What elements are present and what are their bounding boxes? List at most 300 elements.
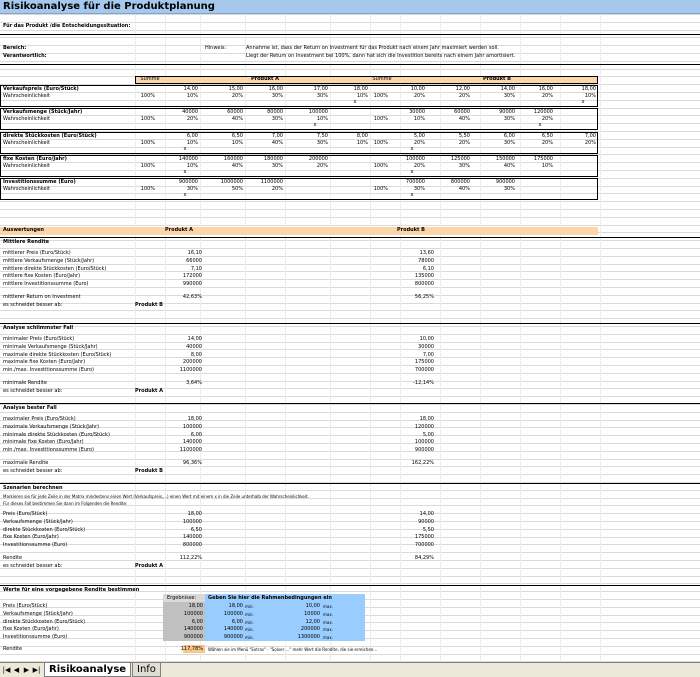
product-a-value: 900000 bbox=[178, 179, 198, 186]
input-row-label: Investitionssumme (Euro) bbox=[3, 179, 76, 186]
ergebnis-value: 100000 bbox=[183, 610, 203, 617]
rahmen-label: Geben Sie hier die Rahmenbedingungen ein bbox=[208, 595, 332, 601]
scenario-note: Für dieses Fall bestimmen Sie dann im Folgenden die Rendite: bbox=[3, 501, 128, 506]
analysis-value-a: 800000 bbox=[182, 542, 202, 549]
analysis-value-a: 1100000 bbox=[179, 447, 202, 454]
analysis-value-a: 16,10 bbox=[187, 250, 202, 256]
product-b-probability: 10% bbox=[413, 116, 425, 123]
product-b-value: 150000 bbox=[495, 155, 515, 162]
gridline bbox=[0, 451, 700, 452]
ergebnis-value: 140000 bbox=[183, 626, 203, 633]
analysis-value-a: 14,00 bbox=[187, 336, 202, 342]
analysis-row-label: maximale direkte Stückkosten (Euro/Stück) bbox=[3, 351, 112, 358]
summe-b-value: 100% bbox=[373, 139, 388, 146]
max-label: max. bbox=[323, 604, 333, 609]
product-b-value: 5,00 bbox=[413, 132, 425, 139]
section-title: Analyse bester Fall bbox=[3, 405, 57, 411]
gridline bbox=[0, 201, 700, 202]
spreadsheet-grid[interactable] bbox=[0, 14, 700, 662]
ergebnis-value: 900000 bbox=[183, 634, 203, 641]
product-b-value: 700000 bbox=[405, 179, 425, 186]
product-a-probability: 10% bbox=[186, 93, 198, 99]
gridline bbox=[0, 217, 700, 218]
section-title: Analyse schlimmster Fall bbox=[3, 325, 74, 331]
besser-label: es schneidet besser ab: bbox=[3, 468, 63, 474]
ergebnisse-label: Ergebnisse: bbox=[167, 595, 197, 601]
min-value: 100000 bbox=[223, 610, 243, 617]
product-a-value: 17,00 bbox=[313, 86, 328, 92]
divider-line bbox=[0, 483, 700, 484]
product-a-probability: 10% bbox=[186, 139, 198, 146]
gridline bbox=[0, 240, 700, 241]
product-b-probability: 30% bbox=[503, 186, 515, 193]
gridline-vertical bbox=[600, 14, 601, 662]
analysis-value-a: 200000 bbox=[182, 359, 202, 366]
product-a-probability: 40% bbox=[231, 116, 243, 123]
analysis-value-b: 800000 bbox=[414, 281, 434, 288]
probability-label: Wahrscheinlichkeit bbox=[3, 93, 50, 99]
analysis-row-label: Verkaufsmenge (Stück/Jahr) bbox=[3, 518, 73, 525]
probability-label: Wahrscheinlichkeit bbox=[3, 116, 50, 123]
analysis-value-b: 700000 bbox=[414, 542, 434, 549]
analysis-value-a: 66000 bbox=[186, 257, 202, 264]
analysis-value-b: 700000 bbox=[414, 367, 434, 374]
gridline bbox=[0, 513, 700, 514]
product-b-probability: 20% bbox=[541, 93, 553, 99]
result-value-a: 112,22% bbox=[179, 555, 202, 561]
product-b-probability: 20% bbox=[458, 139, 470, 146]
min-label: min. bbox=[245, 619, 254, 625]
besser-value: Produkt A bbox=[135, 388, 164, 394]
gridline bbox=[0, 381, 700, 382]
besser-label: es schneidet besser ab: bbox=[3, 388, 63, 394]
result-label: mittlerer Return on Investment bbox=[3, 294, 81, 300]
result-value-b: -12,14% bbox=[413, 380, 434, 386]
probability-label: Wahrscheinlichkeit bbox=[3, 162, 50, 169]
result-value-a: 42,63% bbox=[182, 294, 202, 300]
product-a-value: 18,00 bbox=[353, 86, 368, 92]
gridline bbox=[0, 427, 700, 428]
product-b-probability: 20% bbox=[413, 139, 425, 146]
product-a-probability: 20% bbox=[316, 162, 328, 169]
product-b-value: 100000 bbox=[405, 155, 425, 162]
summe-a-value: 100% bbox=[140, 93, 155, 99]
analysis-value-b: 13,60 bbox=[419, 250, 434, 256]
product-a-value: 100000 bbox=[308, 109, 328, 116]
product-a-probability: 30% bbox=[271, 93, 283, 99]
gridline bbox=[0, 30, 700, 31]
product-b-probability: 30% bbox=[413, 186, 425, 193]
product-b-probability: 40% bbox=[503, 162, 515, 169]
auswertungen-produkt-b: Produkt B bbox=[397, 227, 425, 233]
analysis-value-a: 18,00 bbox=[187, 416, 202, 422]
analysis-value-a: 100000 bbox=[182, 518, 202, 525]
vorgegeben-row-label: Preis (Euro/Stück) bbox=[3, 603, 48, 609]
analysis-value-a: 100000 bbox=[182, 423, 202, 430]
product-a-probability: 50% bbox=[231, 186, 243, 193]
besser-label: es schneidet besser ab: bbox=[3, 563, 63, 569]
summe-b-header: Summe bbox=[372, 76, 392, 82]
analysis-value-a: 140000 bbox=[182, 534, 202, 541]
vorgegeben-row-label: Verkaufsmenge (Stück/Jahr) bbox=[3, 610, 73, 617]
gridline bbox=[0, 583, 700, 584]
product-a-probability: 10% bbox=[186, 162, 198, 169]
scenario-marker: x bbox=[313, 122, 317, 129]
max-label: max. bbox=[323, 619, 333, 625]
analysis-row-label: Investitionssumme (Euro) bbox=[3, 542, 68, 549]
product-b-probability: 10% bbox=[541, 162, 553, 169]
product-b-value: 125000 bbox=[450, 155, 470, 162]
gridline bbox=[0, 529, 700, 530]
divider-line bbox=[0, 64, 700, 65]
product-b-value: 5,50 bbox=[458, 132, 470, 139]
analysis-value-b: 14,00 bbox=[419, 511, 434, 517]
gridline bbox=[0, 342, 700, 343]
analysis-value-a: 172000 bbox=[182, 273, 202, 280]
result-value-b: 56,25% bbox=[414, 294, 434, 300]
scenario-marker: x bbox=[410, 192, 414, 199]
gridline bbox=[0, 318, 700, 319]
subtitle-label: Für das Produkt /die Entscheidungssituation: bbox=[3, 23, 131, 29]
gridline bbox=[0, 404, 700, 405]
product-b-value: 6,00 bbox=[503, 132, 515, 139]
min-value: 6,00 bbox=[231, 618, 243, 625]
gridline bbox=[0, 295, 700, 296]
auswertungen-produkt-a: Produkt A bbox=[165, 227, 194, 233]
max-value: 200000 bbox=[300, 626, 320, 633]
besser-label: es schneidet besser ab: bbox=[3, 302, 63, 308]
scenario-marker: x bbox=[353, 99, 357, 105]
analysis-row-label: min./max. Investitionssumme (Euro) bbox=[3, 447, 95, 454]
product-a-value: 1000000 bbox=[220, 179, 243, 186]
sheet-tab-bar bbox=[0, 662, 700, 677]
gridline bbox=[0, 552, 700, 553]
product-a-probability: 40% bbox=[231, 162, 243, 169]
product-b-probability: 40% bbox=[458, 186, 470, 193]
gridline bbox=[0, 69, 700, 70]
sheet-title-bar bbox=[0, 0, 700, 14]
divider-line bbox=[0, 403, 700, 404]
tab-risikoanalyse[interactable]: Risikoanalyse bbox=[44, 663, 131, 677]
analysis-value-b: 175000 bbox=[414, 534, 434, 541]
ergebnis-value: 6,00 bbox=[191, 618, 203, 625]
analysis-value-a: 7,10 bbox=[190, 265, 202, 272]
product-b-probability: 40% bbox=[458, 116, 470, 123]
section-title: Szenarien berechnen bbox=[3, 485, 63, 491]
product-a-value: 160000 bbox=[223, 155, 243, 162]
product-b-value: 30000 bbox=[409, 109, 425, 116]
result-value-b: 84,29% bbox=[414, 555, 434, 561]
analysis-value-b: 30000 bbox=[418, 343, 434, 350]
gridline bbox=[0, 537, 700, 538]
analysis-value-b: 5,00 bbox=[422, 431, 434, 438]
hinweis-text-1: Annahme ist, dass der Return on Investment für das Produkt nach einem Jahr maximiert werden soll. bbox=[246, 45, 499, 51]
result-label: minimale Rendite bbox=[3, 380, 47, 386]
input-row-label: fixe Kosten (Euro/Jahr) bbox=[3, 155, 67, 162]
scenario-marker: x bbox=[538, 122, 542, 129]
hinweis-text-2: Liegt der Return on Investment bei 100%, dann hat sich die Investition bereits nach einem Jahr amortisiert. bbox=[246, 53, 516, 59]
produkt-a-header: Produkt A bbox=[250, 76, 280, 82]
analysis-value-b: 7,00 bbox=[422, 351, 434, 358]
section-title: Mittlere Rendite bbox=[3, 239, 50, 245]
product-b-value: 90000 bbox=[499, 109, 515, 116]
result-label: Rendite bbox=[3, 555, 23, 561]
product-b-value: 120000 bbox=[533, 109, 553, 116]
product-a-probability: 10% bbox=[356, 93, 368, 99]
product-a-probability: 30% bbox=[316, 93, 328, 99]
gridline bbox=[0, 544, 700, 545]
analysis-row-label: mittlere Investitionssumme (Euro) bbox=[3, 281, 89, 288]
gridline bbox=[0, 396, 700, 397]
product-a-value: 80000 bbox=[267, 109, 283, 116]
vorgegeben-row-label: Investitionssumme (Euro) bbox=[3, 634, 68, 641]
gridline bbox=[0, 256, 700, 257]
product-b-value: 900000 bbox=[495, 179, 515, 186]
analysis-row-label: direkte Stückkosten (Euro/Stück) bbox=[3, 526, 86, 533]
min-label: min. bbox=[245, 635, 254, 641]
product-a-value: 6,50 bbox=[231, 132, 243, 139]
analysis-row-label: minimale fixe Kosten (Euro/Jahr) bbox=[3, 439, 84, 446]
min-label: min. bbox=[245, 604, 254, 609]
analysis-value-a: 6,50 bbox=[190, 526, 202, 533]
max-label: max. bbox=[323, 611, 333, 617]
scenario-marker: x bbox=[410, 145, 414, 152]
analysis-value-b: 6,10 bbox=[422, 265, 434, 272]
analysis-value-a: 8,00 bbox=[190, 351, 202, 358]
product-b-probability: 30% bbox=[503, 139, 515, 146]
gridline bbox=[0, 490, 700, 491]
analysis-value-b: 18,00 bbox=[419, 416, 434, 422]
scenario-marker: x bbox=[183, 192, 187, 199]
summe-b-value: 100% bbox=[373, 116, 388, 123]
product-b-value: 6,50 bbox=[541, 132, 553, 139]
product-b-value: 18,00 bbox=[581, 86, 596, 92]
product-a-probability: 10% bbox=[316, 116, 328, 123]
analysis-value-a: 1100000 bbox=[179, 367, 202, 374]
gridline bbox=[0, 365, 700, 366]
summe-a-value: 100% bbox=[140, 139, 155, 146]
min-value: 18,00 bbox=[228, 603, 243, 609]
first-sheet-icon[interactable]: |◀ bbox=[2, 666, 11, 674]
analysis-row-label: mittlerer Preis (Euro/Stück) bbox=[3, 250, 71, 256]
product-a-probability: 10% bbox=[231, 139, 243, 146]
gridline bbox=[0, 225, 700, 226]
last-sheet-icon[interactable]: ▶| bbox=[32, 666, 41, 674]
divider-line bbox=[0, 585, 700, 586]
result-value-a: 3,64% bbox=[186, 380, 202, 386]
product-b-probability: 30% bbox=[458, 162, 470, 169]
analysis-row-label: fixe Kosten (Euro/Jahr) bbox=[3, 534, 59, 541]
gridline bbox=[0, 349, 700, 350]
gridline bbox=[0, 37, 700, 38]
gridline bbox=[0, 279, 700, 280]
product-b-probability: 20% bbox=[541, 139, 553, 146]
product-a-probability: 30% bbox=[316, 139, 328, 146]
analysis-row-label: Preis (Euro/Stück) bbox=[3, 511, 48, 517]
analysis-row-label: maximale Verkaufsmenge (Stück/Jahr) bbox=[3, 423, 100, 430]
gridline bbox=[0, 412, 700, 413]
probability-label: Wahrscheinlichkeit bbox=[3, 186, 50, 193]
product-b-probability: 20% bbox=[413, 162, 425, 169]
auswertungen-label: Auswertungen bbox=[3, 227, 44, 233]
product-a-value: 15,00 bbox=[228, 86, 243, 92]
analysis-row-label: maximaler Preis (Euro/Stück) bbox=[3, 416, 76, 422]
analysis-value-b: 900000 bbox=[414, 447, 434, 454]
product-a-value: 180000 bbox=[263, 155, 283, 162]
besser-value: Produkt B bbox=[135, 302, 163, 308]
product-a-value: 140000 bbox=[178, 155, 198, 162]
gridline bbox=[0, 443, 700, 444]
ergebnis-value: 18,00 bbox=[188, 603, 203, 609]
product-b-probability: 20% bbox=[413, 93, 425, 99]
gridline bbox=[0, 466, 700, 467]
product-a-value: 16,00 bbox=[268, 86, 283, 92]
gridline bbox=[0, 248, 700, 249]
analysis-row-label: mittlere fixe Kosten (Euro/Jahr) bbox=[3, 273, 81, 280]
result-label: maximale Rendite bbox=[3, 460, 49, 466]
analysis-value-b: 5,50 bbox=[422, 526, 434, 533]
gridline bbox=[0, 459, 700, 460]
product-b-value: 175000 bbox=[533, 155, 553, 162]
gridline bbox=[0, 521, 700, 522]
divider-line bbox=[0, 34, 700, 35]
gridline bbox=[0, 303, 700, 304]
input-row-label: Verkaufsmenge (Stück/Jahr) bbox=[3, 109, 83, 116]
analysis-value-a: 990000 bbox=[182, 281, 202, 288]
product-a-probability: 20% bbox=[186, 116, 198, 123]
product-a-value: 8,00 bbox=[356, 132, 368, 139]
max-value: 12,00 bbox=[305, 618, 320, 625]
product-b-probability: 10% bbox=[584, 93, 596, 99]
max-label: max. bbox=[323, 635, 333, 641]
product-a-value: 6,00 bbox=[186, 132, 198, 139]
product-a-value: 60000 bbox=[227, 109, 243, 116]
scenario-marker: x bbox=[581, 99, 585, 105]
analysis-row-label: minimaler Preis (Euro/Stück) bbox=[3, 336, 75, 342]
summe-a-value: 100% bbox=[140, 186, 155, 193]
analysis-row-label: maximale fixe Kosten (Euro/Jahr) bbox=[3, 359, 86, 366]
product-b-value: 7,00 bbox=[584, 132, 596, 139]
analysis-row-label: minimale Verkaufsmenge (Stück/Jahr) bbox=[3, 343, 98, 350]
product-b-probability: 20% bbox=[458, 93, 470, 99]
product-a-value: 7,00 bbox=[271, 132, 283, 139]
scenario-marker: x bbox=[183, 168, 187, 175]
product-a-value: 7,50 bbox=[316, 132, 328, 139]
min-label: min. bbox=[245, 611, 254, 617]
summe-a-value: 100% bbox=[140, 116, 155, 123]
gridline bbox=[0, 568, 700, 569]
analysis-value-b: 120000 bbox=[414, 423, 434, 430]
probability-label: Wahrscheinlichkeit bbox=[3, 139, 50, 146]
product-a-probability: 30% bbox=[271, 162, 283, 169]
product-a-probability: 40% bbox=[271, 139, 283, 146]
analysis-value-a: 18,00 bbox=[187, 511, 202, 517]
product-b-value: 800000 bbox=[450, 179, 470, 186]
max-label: max. bbox=[323, 627, 333, 633]
analysis-value-b: 175000 bbox=[414, 359, 434, 366]
bereich-label: Bereich: bbox=[3, 45, 27, 51]
analysis-row-label: mittlere Verkaufsmenge (Stück/Jahr) bbox=[3, 257, 95, 264]
product-b-value: 12,00 bbox=[455, 86, 470, 92]
gridline bbox=[0, 209, 700, 210]
gridline bbox=[0, 14, 700, 15]
min-value: 900000 bbox=[223, 634, 243, 641]
summe-b-value: 100% bbox=[373, 186, 388, 193]
analysis-value-a: 40000 bbox=[186, 343, 202, 350]
product-b-probability: 30% bbox=[503, 93, 515, 99]
summe-a-value: 100% bbox=[140, 162, 155, 169]
analysis-value-a: 6,00 bbox=[190, 431, 202, 438]
sheet-title: Risikoanalyse für die Produktplanung bbox=[3, 1, 215, 12]
gridline bbox=[0, 560, 700, 561]
besser-value: Produkt A bbox=[135, 563, 164, 569]
product-a-probability: 20% bbox=[231, 93, 243, 99]
max-value: 1300000 bbox=[297, 634, 320, 641]
verantwortlich-label: Verantwortlich: bbox=[3, 53, 47, 59]
gridline bbox=[0, 576, 700, 577]
scenario-note: Markieren sie für jede Zeile in der Matrix mindestens einen Wert (Verkaufspreis,...) einen Wert mit einem x in die Zeile unterhalb der Wahrscheinlichkeit. bbox=[3, 494, 309, 499]
gridline bbox=[0, 310, 700, 311]
result-value-b: 162,22% bbox=[411, 460, 434, 466]
product-b-probability: 30% bbox=[503, 116, 515, 123]
result-value-a: 96,36% bbox=[182, 460, 202, 466]
auswertungen-band bbox=[0, 227, 598, 235]
product-b-value: 60000 bbox=[454, 109, 470, 116]
product-a-probability: 30% bbox=[271, 116, 283, 123]
summe-b-value: 100% bbox=[373, 93, 388, 99]
analysis-row-label: mittlere direkte Stückkosten (Euro/Stück) bbox=[3, 265, 107, 272]
analysis-value-b: 100000 bbox=[414, 439, 434, 446]
rendite-label: Rendite bbox=[3, 646, 23, 652]
analysis-row-label: minimale direkte Stückkosten (Euro/Stück) bbox=[3, 431, 110, 438]
gridline bbox=[0, 654, 700, 655]
max-value: 10000 bbox=[304, 610, 320, 617]
divider-line bbox=[0, 237, 700, 238]
vorgegeben-row-label: direkte Stückkosten (Euro/Stück) bbox=[3, 618, 86, 625]
rendite-value: 117,78% bbox=[180, 646, 203, 652]
gridline bbox=[0, 287, 700, 288]
gridline bbox=[0, 373, 700, 374]
hinweis-label: Hinweis: bbox=[205, 45, 227, 51]
next-sheet-icon[interactable]: ▶ bbox=[23, 666, 30, 674]
prev-sheet-icon[interactable]: ◀ bbox=[13, 666, 20, 674]
analysis-value-a: 140000 bbox=[182, 439, 202, 446]
product-a-probability: 10% bbox=[356, 139, 368, 146]
product-b-value: 10,00 bbox=[410, 86, 425, 92]
gridline bbox=[0, 61, 700, 62]
analysis-value-b: 90000 bbox=[418, 518, 434, 525]
product-a-value: 40000 bbox=[182, 109, 198, 116]
gridline bbox=[0, 326, 700, 327]
rendite-note: Wählen sie im Menü "Extras" - "Solver ..." mehr Wert die Rendite, die sie erreichen... bbox=[208, 647, 378, 652]
product-b-value: 16,00 bbox=[538, 86, 553, 92]
summe-a-header: Summe bbox=[140, 76, 160, 82]
product-a-value: 14,00 bbox=[183, 86, 198, 92]
max-value: 10,00 bbox=[305, 603, 320, 609]
produkt-b-header: Produkt B bbox=[483, 76, 511, 82]
input-row-label: Verkaufspreis (Euro/Stück) bbox=[3, 86, 79, 92]
analysis-value-b: 135000 bbox=[414, 273, 434, 280]
besser-value: Produkt B bbox=[135, 468, 163, 474]
analysis-value-b: 10,00 bbox=[419, 336, 434, 342]
vorgegeben-title: Werte für eine vorgegebene Rendite bestimmen bbox=[3, 587, 140, 593]
analysis-value-b: 78000 bbox=[418, 257, 434, 264]
gridline bbox=[0, 334, 700, 335]
min-value: 140000 bbox=[223, 626, 243, 633]
product-a-probability: 20% bbox=[271, 186, 283, 193]
tab-info[interactable]: Info bbox=[132, 663, 161, 677]
scenario-marker: x bbox=[183, 145, 187, 152]
